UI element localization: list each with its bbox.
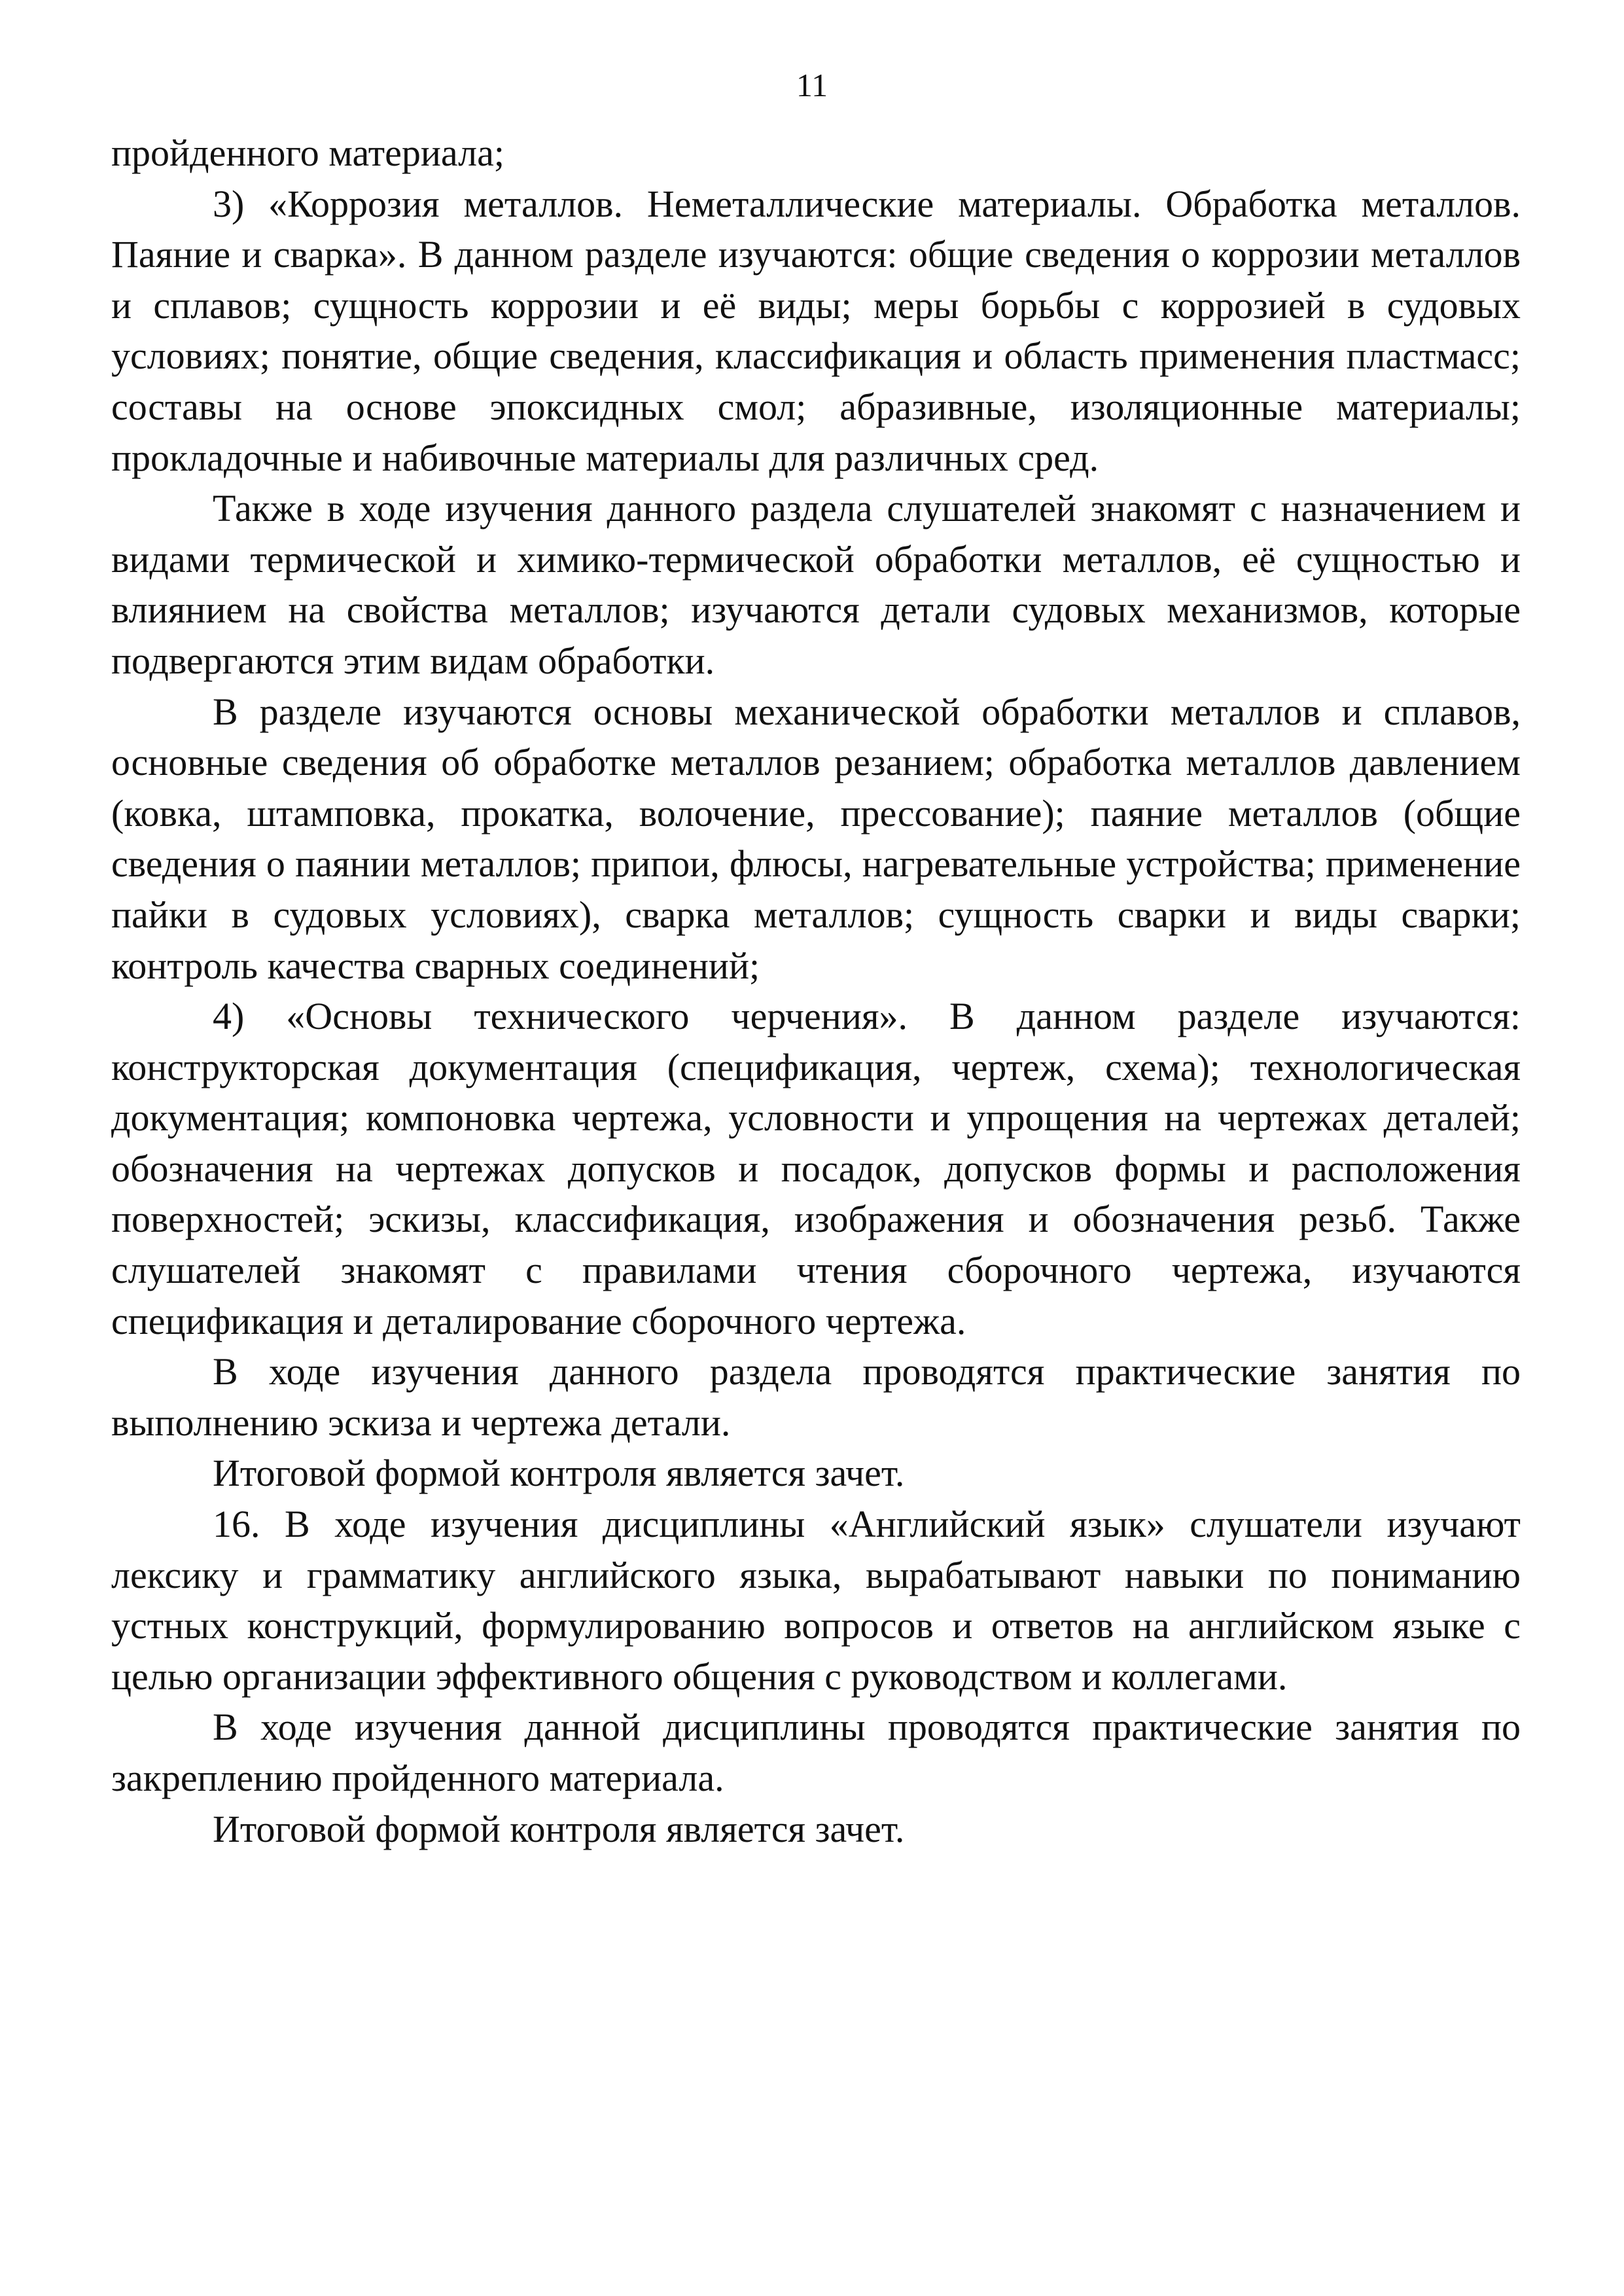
paragraph-section-3: 3) «Коррозия металлов. Неметаллические материалы. Обработка металлов. Паяние и сварка». В данном разделе изучаются: общие сведения о коррозии металлов и сплавов; сущность коррозии и её виды; меры борьбы с коррозией в судовых условиях; понятие, общие сведения, классификация и область применения пластмасс; составы на основе эпоксидных смол; абразивные, изоляционные материалы; прокладочные и набивочные материалы для различных сред.	[111, 182, 1521, 479]
paragraph-section-4: 4) «Основы технического черчения». В данном разделе изучаются: конструкторская документация (спецификация, чертеж, схема); технологическая документация; компоновка чертежа, условности и упрощения на чертежах деталей; обозначения на чертежах допусков и посадок, допусков формы и расположения поверхностей; эскизы, классификация, изображения и обозначения резьб. Также слушателей знакомят с правилами чтения сборочного чертежа, изучаются спецификация и деталирование сборочного чертежа.	[111, 995, 1521, 1342]
paragraph-heat-treatment: Также в ходе изучения данного раздела слушателей знакомят с назначением и видами термической и химико-термической обработки металлов, её сущностью и влиянием на свойства металлов; изучаются детали судовых механизмов, которые подвергаются этим видам обработки.	[111, 487, 1521, 682]
paragraph-practical-drawing: В ходе изучения данного раздела проводятся практические занятия по выполнению эскиза и чертежа детали.	[111, 1350, 1521, 1444]
paragraph-machining: В разделе изучаются основы механической обработки металлов и сплавов, основные сведения об обработке металлов резанием; обработка металлов давлением (ковка, штамповка, прокатка, волочение, прессование); паяние металлов (общие сведения о паянии металлов; припои, флюсы, нагревательные устройства; применение пайки в судовых условиях), сварка металлов; сущность сварки и виды сварки; контроль качества сварных соединений;	[111, 690, 1521, 987]
page-number: 11	[796, 67, 828, 103]
paragraph-continuation: пройденного материала;	[111, 132, 504, 174]
paragraph-control-form-1: Итоговой формой контроля является зачет.	[213, 1452, 905, 1495]
paragraph-control-form-2: Итоговой формой контроля является зачет.	[213, 1807, 905, 1850]
paragraph-english-language: 16. В ходе изучения дисциплины «Английский язык» слушатели изучают лексику и грамматику английского языка, вырабатывают навыки по пониманию устных конструкций, формулированию вопросов и ответов на английском языке с целью организации эффективного общения с руководством и коллегами.	[111, 1503, 1521, 1698]
document-body	[111, 128, 1521, 1854]
paragraph-practical-english: В ходе изучения данной дисциплины проводятся практические занятия по закреплению пройденного материала.	[111, 1706, 1521, 1799]
